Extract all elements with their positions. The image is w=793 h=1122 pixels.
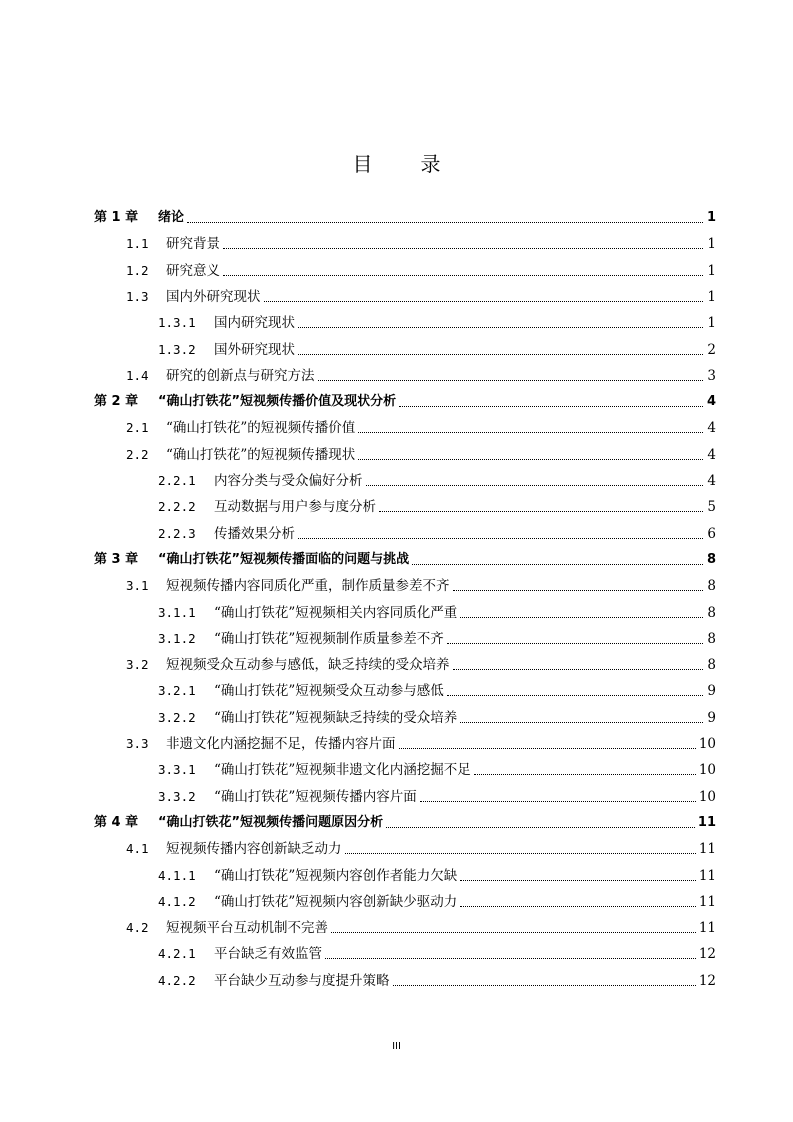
toc-entry-heading xyxy=(158,498,376,516)
toc-entry-heading xyxy=(158,709,457,727)
toc-entry-number: 3.3.2 xyxy=(158,788,196,804)
toc-leader-dots xyxy=(453,668,704,670)
toc-entry-page: 1 xyxy=(707,315,716,332)
toc-entry-number: 3.2.1 xyxy=(158,683,196,699)
toc-entry-title: 研究意义 xyxy=(166,262,220,279)
toc-entry-page: 8 xyxy=(706,551,716,567)
title-char-1: 目 xyxy=(352,152,373,176)
toc-entry-title: “确山打铁花”短视频受众互动参与感低 xyxy=(214,683,444,700)
toc-leader-dots xyxy=(331,931,696,933)
toc-entry-heading xyxy=(126,840,342,858)
toc-entry-heading xyxy=(126,419,355,437)
toc-subsection-entry[interactable] xyxy=(0,786,793,806)
toc-entry-page: 11 xyxy=(698,867,716,884)
toc-subsection-entry[interactable] xyxy=(0,891,793,911)
toc-leader-dots xyxy=(393,984,696,986)
toc-leader-dots xyxy=(399,405,703,407)
toc-section-entry[interactable] xyxy=(0,733,793,753)
toc-subsection-entry[interactable] xyxy=(0,759,793,779)
toc-leader-dots xyxy=(223,247,703,249)
toc-entry-page: 12 xyxy=(698,972,716,989)
toc-leader-dots xyxy=(379,510,703,512)
toc-leader-dots xyxy=(366,484,704,486)
toc-entry-heading xyxy=(158,945,322,963)
toc-entry-heading xyxy=(94,393,396,411)
toc-entry-title: 国外研究现状 xyxy=(214,341,295,358)
toc-section-entry[interactable] xyxy=(0,917,793,937)
toc-entry-number: 4.2.2 xyxy=(158,972,196,988)
toc-section-entry[interactable] xyxy=(0,417,793,437)
toc-entry-number: 3.1.2 xyxy=(158,630,196,646)
toc-entry-heading xyxy=(126,288,261,306)
toc-entry-title: 平台缺乏有效监管 xyxy=(214,946,322,963)
title-char-2: 录 xyxy=(420,152,441,176)
toc-section-entry[interactable] xyxy=(0,444,793,464)
toc-leader-dots xyxy=(447,642,703,644)
toc-leader-dots xyxy=(358,431,703,433)
toc-entry-title: 绪论 xyxy=(158,210,185,225)
toc-leader-dots xyxy=(474,773,696,775)
toc-section-entry[interactable] xyxy=(0,575,793,595)
toc-entry-title: “确山打铁花”短视频非遗文化内涵挖掘不足 xyxy=(214,762,471,779)
toc-entry-title: “确山打铁花”短视频传播面临的问题与挑战 xyxy=(158,551,410,567)
toc-entry-page: 8 xyxy=(707,630,716,647)
toc-entry-heading xyxy=(126,919,328,937)
toc-entry-title: 短视频传播内容同质化严重，制作质量参差不齐 xyxy=(166,578,450,595)
toc-entry-title: “确山打铁花”短视频传播价值及现状分析 xyxy=(158,394,397,410)
toc-subsection-entry[interactable] xyxy=(0,602,793,622)
toc-section-entry[interactable] xyxy=(0,365,793,385)
toc-entry-number: 3.3 xyxy=(126,736,149,751)
toc-entry-number: 4.2.1 xyxy=(158,946,196,962)
toc-entry-page: 10 xyxy=(698,788,716,805)
toc-entry-number: 2.2.2 xyxy=(158,499,196,515)
toc-leader-dots xyxy=(399,747,696,749)
toc-entry-title: “确山打铁花”的短视频传播价值 xyxy=(166,420,356,437)
toc-entry-title: 研究的创新点与研究方法 xyxy=(166,367,315,384)
toc-entry-heading xyxy=(158,314,295,332)
toc-chapter-entry[interactable] xyxy=(0,391,793,411)
toc-leader-dots xyxy=(460,721,703,723)
toc-entry-heading xyxy=(126,235,220,253)
toc-entry-page: 10 xyxy=(698,736,716,752)
toc-leader-dots xyxy=(298,353,703,355)
toc-entry-heading xyxy=(158,630,444,648)
toc-entry-title: 短视频受众互动参与感低，缺乏持续的受众培养 xyxy=(166,657,450,674)
toc-chapter-entry[interactable] xyxy=(0,549,793,569)
toc-leader-dots xyxy=(453,589,704,591)
toc-entry-page: 11 xyxy=(698,893,716,910)
toc-entry-heading xyxy=(126,446,355,464)
toc-entry-title: 非遗文化内涵挖掘不足，传播内容片面 xyxy=(166,736,396,752)
toc-entry-number: 4.1.2 xyxy=(158,893,196,909)
toc-entry-number: 3.3.1 xyxy=(158,762,196,778)
toc-entry-title: 研究背景 xyxy=(166,236,220,253)
toc-leader-dots xyxy=(412,563,703,565)
toc-entry-number: 第 2 章 xyxy=(94,394,139,410)
toc-entry-heading xyxy=(158,525,295,543)
toc-entry-page: 11 xyxy=(698,841,716,858)
toc-leader-dots xyxy=(318,379,704,381)
toc-entry-heading xyxy=(126,656,450,674)
toc-subsection-entry[interactable] xyxy=(0,970,793,990)
toc-entry-heading xyxy=(94,814,383,832)
toc-leader-dots xyxy=(325,957,696,959)
toc-entry-number: 1.3 xyxy=(126,288,149,304)
toc-entry-number: 1.3.1 xyxy=(158,315,196,331)
toc-section-entry[interactable] xyxy=(0,286,793,306)
toc-subsection-entry[interactable] xyxy=(0,312,793,332)
toc-entry-heading xyxy=(158,893,457,911)
toc-entry-title: “确山打铁花”短视频相关内容同质化严重 xyxy=(214,604,458,621)
toc-entry-number: 1.2 xyxy=(126,262,149,278)
toc-entry-title: 短视频平台互动机制不完善 xyxy=(166,920,328,937)
toc-entry-title: 短视频传播内容创新缺乏动力 xyxy=(166,841,342,858)
toc-entry-number: 2.1 xyxy=(126,420,149,436)
toc-leader-dots xyxy=(264,300,704,302)
toc-entry-number: 1.4 xyxy=(126,367,149,383)
toc-leader-dots xyxy=(460,879,696,881)
toc-entry-title: “确山打铁花”短视频制作质量参差不齐 xyxy=(214,630,444,647)
toc-subsection-entry[interactable] xyxy=(0,523,793,543)
toc-entry-heading xyxy=(158,761,471,779)
toc-entry-page: 1 xyxy=(706,210,716,225)
toc-entry-heading xyxy=(126,735,396,753)
toc-leader-dots xyxy=(386,826,695,828)
toc-section-entry[interactable] xyxy=(0,233,793,253)
toc-entry-title: “确山打铁花”的短视频传播现状 xyxy=(166,446,356,463)
toc-entry-page: 6 xyxy=(707,525,716,542)
toc-entry-number: 1.1 xyxy=(126,236,149,252)
toc-entry-heading xyxy=(158,472,363,490)
toc-subsection-entry[interactable] xyxy=(0,470,793,490)
toc-chapter-entry[interactable] xyxy=(0,207,793,227)
toc-subsection-entry[interactable] xyxy=(0,680,793,700)
toc-entry-title: “确山打铁花”短视频传播内容片面 xyxy=(214,788,417,805)
toc-entry-heading xyxy=(94,209,184,227)
toc-subsection-entry[interactable] xyxy=(0,707,793,727)
toc-leader-dots xyxy=(358,458,703,460)
toc-entry-page: 10 xyxy=(698,762,716,779)
toc-leader-dots xyxy=(298,537,703,539)
toc-entry-page: 8 xyxy=(707,578,716,595)
toc-entry-page: 4 xyxy=(707,473,716,489)
toc-entry-heading xyxy=(158,867,457,885)
toc-section-entry[interactable] xyxy=(0,838,793,858)
toc-entry-page: 1 xyxy=(707,236,716,253)
toc-entry-title: 国内研究现状 xyxy=(214,315,295,332)
toc-entry-heading xyxy=(126,262,220,280)
toc-entry-number: 4.2 xyxy=(126,920,149,936)
toc-leader-dots xyxy=(460,905,696,907)
toc-subsection-entry[interactable] xyxy=(0,628,793,648)
toc-entry-heading xyxy=(126,367,315,385)
toc-leader-dots xyxy=(447,694,703,696)
toc-entry-heading xyxy=(94,551,409,569)
toc-entry-page: 3 xyxy=(707,367,716,384)
toc-entry-number: 3.1.1 xyxy=(158,604,196,620)
toc-entry-heading xyxy=(126,577,450,595)
toc-entry-number: 4.1.1 xyxy=(158,867,196,883)
toc-subsection-entry[interactable] xyxy=(0,496,793,516)
toc-entry-number: 第 3 章 xyxy=(94,551,139,567)
toc-entry-page: 8 xyxy=(707,657,716,674)
toc-entry-title: 平台缺少互动参与度提升策略 xyxy=(214,972,390,989)
toc-subsection-entry[interactable] xyxy=(0,865,793,885)
toc-leader-dots xyxy=(420,800,696,802)
toc-leader-dots xyxy=(223,274,703,276)
toc-subsection-entry[interactable] xyxy=(0,339,793,359)
toc-entry-number: 3.2 xyxy=(126,657,149,673)
toc-entry-page: 4 xyxy=(706,394,716,410)
toc-entry-page: 12 xyxy=(698,946,716,963)
toc-entry-page: 8 xyxy=(707,604,716,621)
toc-section-entry[interactable] xyxy=(0,654,793,674)
toc-leader-dots xyxy=(460,616,703,618)
toc-leader-dots xyxy=(298,326,703,328)
toc-entry-number: 3.2.2 xyxy=(158,709,196,725)
toc-section-entry[interactable] xyxy=(0,260,793,280)
toc-leader-dots xyxy=(345,852,696,854)
toc-entry-title: 互动数据与用户参与度分析 xyxy=(214,499,376,516)
toc-entry-title: “确山打铁花”短视频内容创作者能力欠缺 xyxy=(214,867,458,884)
toc-entry-title: 内容分类与受众偏好分析 xyxy=(214,473,363,489)
toc-entry-title: “确山打铁花”短视频传播问题原因分析 xyxy=(158,814,384,830)
page-number: III xyxy=(392,1041,401,1052)
toc-entry-page: 1 xyxy=(707,288,716,305)
toc-chapter-entry[interactable] xyxy=(0,812,793,832)
toc-entry-page: 5 xyxy=(707,499,716,516)
toc-entry-page: 1 xyxy=(707,262,716,279)
toc-entry-number: 3.1 xyxy=(126,578,149,594)
toc-entry-number: 第 1 章 xyxy=(94,210,139,225)
toc-entry-number: 4.1 xyxy=(126,841,149,857)
toc-entry-heading xyxy=(158,604,457,622)
toc-entry-heading xyxy=(158,682,444,700)
toc-entry-heading xyxy=(158,972,390,990)
toc-entry-number: 2.2.1 xyxy=(158,473,196,488)
toc-entry-page: 2 xyxy=(707,341,716,358)
toc-entry-heading xyxy=(158,341,295,359)
page-title xyxy=(0,148,793,177)
toc-entry-heading xyxy=(158,788,417,806)
toc-entry-page: 11 xyxy=(698,920,716,937)
toc-entry-title: 传播效果分析 xyxy=(214,525,295,542)
toc-entry-title: “确山打铁花”短视频内容创新缺少驱动力 xyxy=(214,893,458,910)
toc-entry-page: 4 xyxy=(707,446,716,463)
toc-entry-number: 第 4 章 xyxy=(94,814,139,830)
toc-entry-page: 11 xyxy=(697,814,716,830)
toc-subsection-entry[interactable] xyxy=(0,943,793,963)
toc-entry-number: 1.3.2 xyxy=(158,341,196,357)
toc-entry-page: 9 xyxy=(707,683,716,700)
toc-entry-number: 2.2.3 xyxy=(158,525,196,541)
toc-entry-page: 4 xyxy=(707,420,716,437)
toc-leader-dots xyxy=(187,221,703,223)
toc-entry-number: 2.2 xyxy=(126,446,149,462)
toc-entry-page: 9 xyxy=(707,709,716,726)
toc-entry-title: 国内外研究现状 xyxy=(166,288,261,305)
toc-entry-title: “确山打铁花”短视频缺乏持续的受众培养 xyxy=(214,709,458,726)
